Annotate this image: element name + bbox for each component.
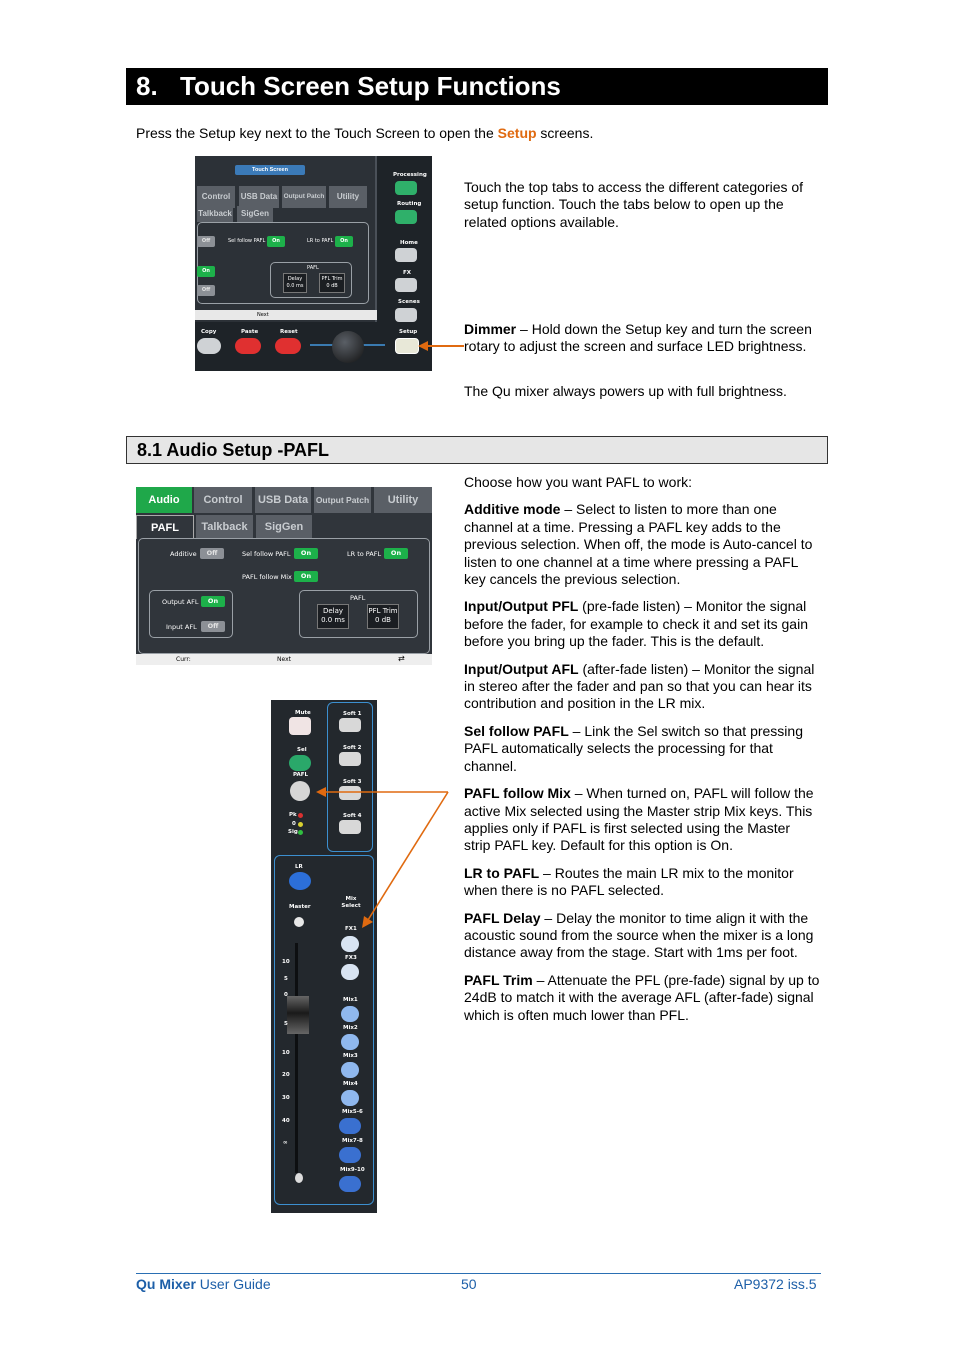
soft-1-label: Soft 1 — [343, 711, 362, 717]
setup-screen-image — [195, 156, 432, 371]
fader-tick-m20: 20 — [282, 1072, 290, 1078]
sel-follow-pafl-label: Sel follow PAFL — [242, 550, 291, 558]
sel-follow-label: Sel follow PAFL — [228, 238, 266, 244]
setup-key-label: Setup — [399, 329, 418, 335]
mix2-key[interactable] — [341, 1034, 359, 1050]
tab-control[interactable]: Control — [197, 186, 235, 208]
mix9-10-label: Mix9-10 — [340, 1167, 365, 1173]
paste-key-label: Paste — [241, 329, 259, 335]
tab-siggen[interactable]: SigGen — [256, 515, 312, 539]
fx3-key[interactable] — [341, 964, 359, 980]
usb-icon: ⇄ — [398, 654, 405, 663]
power-paragraph: The Qu mixer always powers up with full brightness. — [464, 383, 787, 399]
input-afl-button[interactable]: Off — [201, 621, 225, 632]
sel-follow-pafl-button[interactable]: On — [294, 548, 318, 559]
sig-label: Sig — [288, 829, 298, 835]
tabs-paragraph: Touch the top tabs to access the different categories of setup function. Touch the tabs below to open up the related options available. — [464, 179, 804, 230]
mix4-label: Mix4 — [343, 1081, 358, 1087]
mix9-10-key[interactable] — [339, 1176, 361, 1192]
mix3-label: Mix3 — [343, 1053, 358, 1059]
section-heading — [126, 68, 828, 105]
processing-key[interactable] — [395, 181, 417, 195]
peak-label: Pk — [289, 812, 297, 818]
page-number: 50 — [461, 1276, 477, 1292]
next-label: Next — [257, 312, 269, 318]
section-title: Touch Screen Setup Functions — [180, 71, 561, 101]
lock-icon — [295, 1173, 303, 1183]
doc-reference: AP9372 iss.5 — [734, 1276, 817, 1292]
home-key-label: Home — [400, 240, 418, 246]
tab-output-patch[interactable]: Output Patch — [314, 487, 371, 513]
sel-follow-on[interactable]: On — [267, 236, 285, 247]
tab-utility[interactable]: Utility — [329, 186, 367, 208]
fader-tick-0: 0 — [284, 992, 288, 998]
footer-brand: Qu Mixer User Guide — [136, 1276, 271, 1292]
soft-2-label: Soft 2 — [343, 745, 362, 751]
master-strip-image — [271, 700, 377, 1213]
curr-label: Curr: — [176, 656, 191, 663]
paste-key[interactable] — [235, 338, 261, 354]
definition-sel-follow: Sel follow PAFL – Link the Sel switch so that pressing PAFL automatically selects the processing for that channel. — [464, 722, 803, 774]
fader-tick-m40: 40 — [282, 1118, 290, 1124]
copy-key-label: Copy — [201, 329, 217, 335]
pafl-label: PAFL — [293, 772, 309, 778]
setup-highlight: Setup — [497, 125, 537, 141]
scenes-key[interactable] — [395, 308, 417, 322]
definition-delay: PAFL Delay – Delay the monitor to time align it with the acoustic sound from the source when the mixer is a long distance away from the stage. Start with 1ms per foot. — [464, 909, 814, 961]
copy-key[interactable] — [197, 338, 221, 354]
pafl-follow-mix-label: PAFL follow Mix — [242, 573, 292, 581]
pafl-group-label: PAFL — [350, 594, 366, 602]
mix1-key[interactable] — [341, 1006, 359, 1022]
soft-3-label: Soft 3 — [343, 779, 362, 785]
tab-talkback[interactable]: Talkback — [197, 206, 233, 222]
fx3-label: FX3 — [345, 955, 357, 961]
lr-to-pafl-label: LR to PAFL — [307, 238, 334, 244]
tab-siggen[interactable]: SigGen — [237, 206, 273, 222]
pafl-arrows — [312, 786, 452, 932]
delay-param[interactable]: Delay 0.0 ms — [283, 273, 307, 293]
mix-select-label: Mix Select — [341, 896, 361, 909]
setup-key[interactable] — [395, 338, 419, 354]
tab-output-patch[interactable]: Output Patch — [282, 186, 326, 208]
soft-4-label: Soft 4 — [343, 813, 362, 819]
pafl-screen-image — [136, 487, 432, 665]
tab-utility[interactable]: Utility — [374, 487, 432, 513]
lr-to-pafl-label: LR to PAFL — [347, 550, 382, 558]
mix2-label: Mix2 — [343, 1025, 358, 1031]
zero-label: 0 — [292, 821, 296, 827]
output-afl-label: Output AFL — [162, 598, 199, 606]
tab-pafl[interactable]: PAFL — [136, 515, 194, 539]
master-knob[interactable] — [294, 917, 304, 927]
definition-afl: Input/Output AFL (after-fade listen) – Monitor the signal in stereo after the fader and pan so that you can hear its contribution and position in the LR mix. — [464, 660, 815, 712]
fader-tick-5: 5 — [284, 976, 288, 982]
definitions-list — [464, 474, 820, 1024]
definition-pfl: Input/Output PFL (pre-fade listen) – Monitor the signal before the fader, for example to check it and set its gain before you bring up the fader. This is the default. — [464, 598, 808, 650]
mute-label: Mute — [295, 710, 311, 716]
mix5-6-label: Mix5-6 — [342, 1109, 363, 1115]
fader-tick-m10: 10 — [282, 1050, 290, 1056]
sel-label: Sel — [297, 747, 307, 753]
tab-usb-data[interactable]: USB Data — [239, 186, 279, 208]
input-afl-label: Input AFL — [166, 623, 197, 631]
screen-rotary[interactable] — [332, 331, 364, 363]
lr-to-pafl-button[interactable]: On — [384, 548, 408, 559]
fader-tick-m30: 30 — [282, 1095, 290, 1101]
reset-key-label: Reset — [280, 329, 298, 335]
routing-key-label: Routing — [397, 201, 422, 207]
lr-to-pafl-on[interactable]: On — [335, 236, 353, 247]
fx-key[interactable] — [395, 278, 417, 292]
next-label: Next — [277, 656, 291, 663]
output-afl-button[interactable]: On — [201, 596, 225, 607]
soft-2-key[interactable] — [339, 752, 361, 766]
processing-key-label: Processing — [393, 172, 427, 178]
fader-tick-m5: 5 — [284, 1021, 288, 1027]
definition-lr-to-pafl: LR to PAFL – Routes the main LR mix to the monitor when there is no PAFL selected. — [464, 864, 794, 899]
routing-key[interactable] — [395, 210, 417, 224]
pafl-delay-param[interactable]: Delay 0.0 ms — [317, 604, 349, 629]
dimmer-paragraph: Dimmer – Hold down the Setup key and turn the screen rotary to adjust the screen and surface LED brightness. — [464, 321, 812, 355]
fx1-label: FX1 — [345, 926, 357, 932]
scenes-key-label: Scenes — [398, 299, 420, 305]
master-label: Master — [289, 904, 311, 910]
mix5-6-key[interactable] — [339, 1118, 361, 1134]
pafl-follow-mix-button[interactable]: On — [294, 571, 318, 582]
pfl-trim-param[interactable]: PFL Trim 0 dB — [319, 273, 345, 293]
mute-key[interactable] — [289, 717, 311, 735]
additive-button[interactable]: Off — [200, 548, 224, 559]
lr-key[interactable] — [289, 872, 311, 890]
lr-label: LR — [295, 864, 303, 870]
mix7-8-label: Mix7-8 — [342, 1138, 363, 1144]
fader-tick-inf: ∞ — [283, 1140, 288, 1146]
additive-label: Additive — [170, 550, 197, 558]
mix4-key[interactable] — [341, 1090, 359, 1106]
definition-additive: Additive mode – Select to listen to more than one channel at a time. Pressing a PAFL key adds to the previous selection. When off, the mode is Auto-cancel to listen to one channel at a time where pressing a PAFL key cancels the previous selection. — [464, 501, 813, 588]
home-key[interactable] — [395, 248, 417, 262]
output-afl-on[interactable]: On — [197, 266, 215, 277]
mix7-8-key[interactable] — [339, 1147, 361, 1163]
fx1-key[interactable] — [341, 936, 359, 952]
footer-rule — [136, 1273, 821, 1274]
definition-follow-mix: PAFL follow Mix – When turned on, PAFL will follow the active Mix selected using the Master strip Mix keys. This applies only if PAFL is first selected using the Master strip PAFL key. Default for this option is On. — [464, 785, 814, 854]
tab-control[interactable]: Control — [194, 487, 252, 513]
input-afl-off[interactable]: Off — [197, 285, 215, 296]
fx-key-label: FX — [403, 270, 411, 276]
definition-trim: PAFL Trim – Attenuate the PFL (pre-fade) signal by up to 24dB to match it with the average AFL (after-fade) signal which is often much lower than PFL. — [464, 971, 820, 1023]
tab-talkback[interactable]: Talkback — [196, 515, 253, 539]
subsection-heading: 8.1 Audio Setup -PAFL — [126, 436, 828, 464]
pafl-key[interactable] — [290, 781, 310, 801]
tab-usb-data[interactable]: USB Data — [255, 487, 311, 513]
off-button[interactable]: Off — [197, 236, 215, 247]
reset-key[interactable] — [275, 338, 301, 354]
master-fader[interactable] — [287, 996, 309, 1034]
mix1-label: Mix1 — [343, 997, 358, 1003]
setup-arrow — [418, 336, 466, 356]
pafl-trim-param[interactable]: PFL Trim 0 dB — [367, 604, 399, 629]
definition-intro: Choose how you want PAFL to work: — [464, 474, 692, 490]
fader-tick-10: 10 — [282, 959, 290, 965]
mix3-key[interactable] — [341, 1062, 359, 1078]
soft-1-key[interactable] — [339, 718, 361, 732]
pafl-label: PAFL — [307, 265, 319, 271]
tab-audio[interactable]: Audio — [136, 487, 192, 513]
sel-key[interactable] — [289, 755, 311, 771]
touch-screen-tab: Touch Screen — [235, 165, 305, 175]
intro-paragraph: Press the Setup key next to the Touch Screen to open the Setup screens. — [136, 125, 594, 141]
section-number: 8. — [136, 71, 158, 101]
